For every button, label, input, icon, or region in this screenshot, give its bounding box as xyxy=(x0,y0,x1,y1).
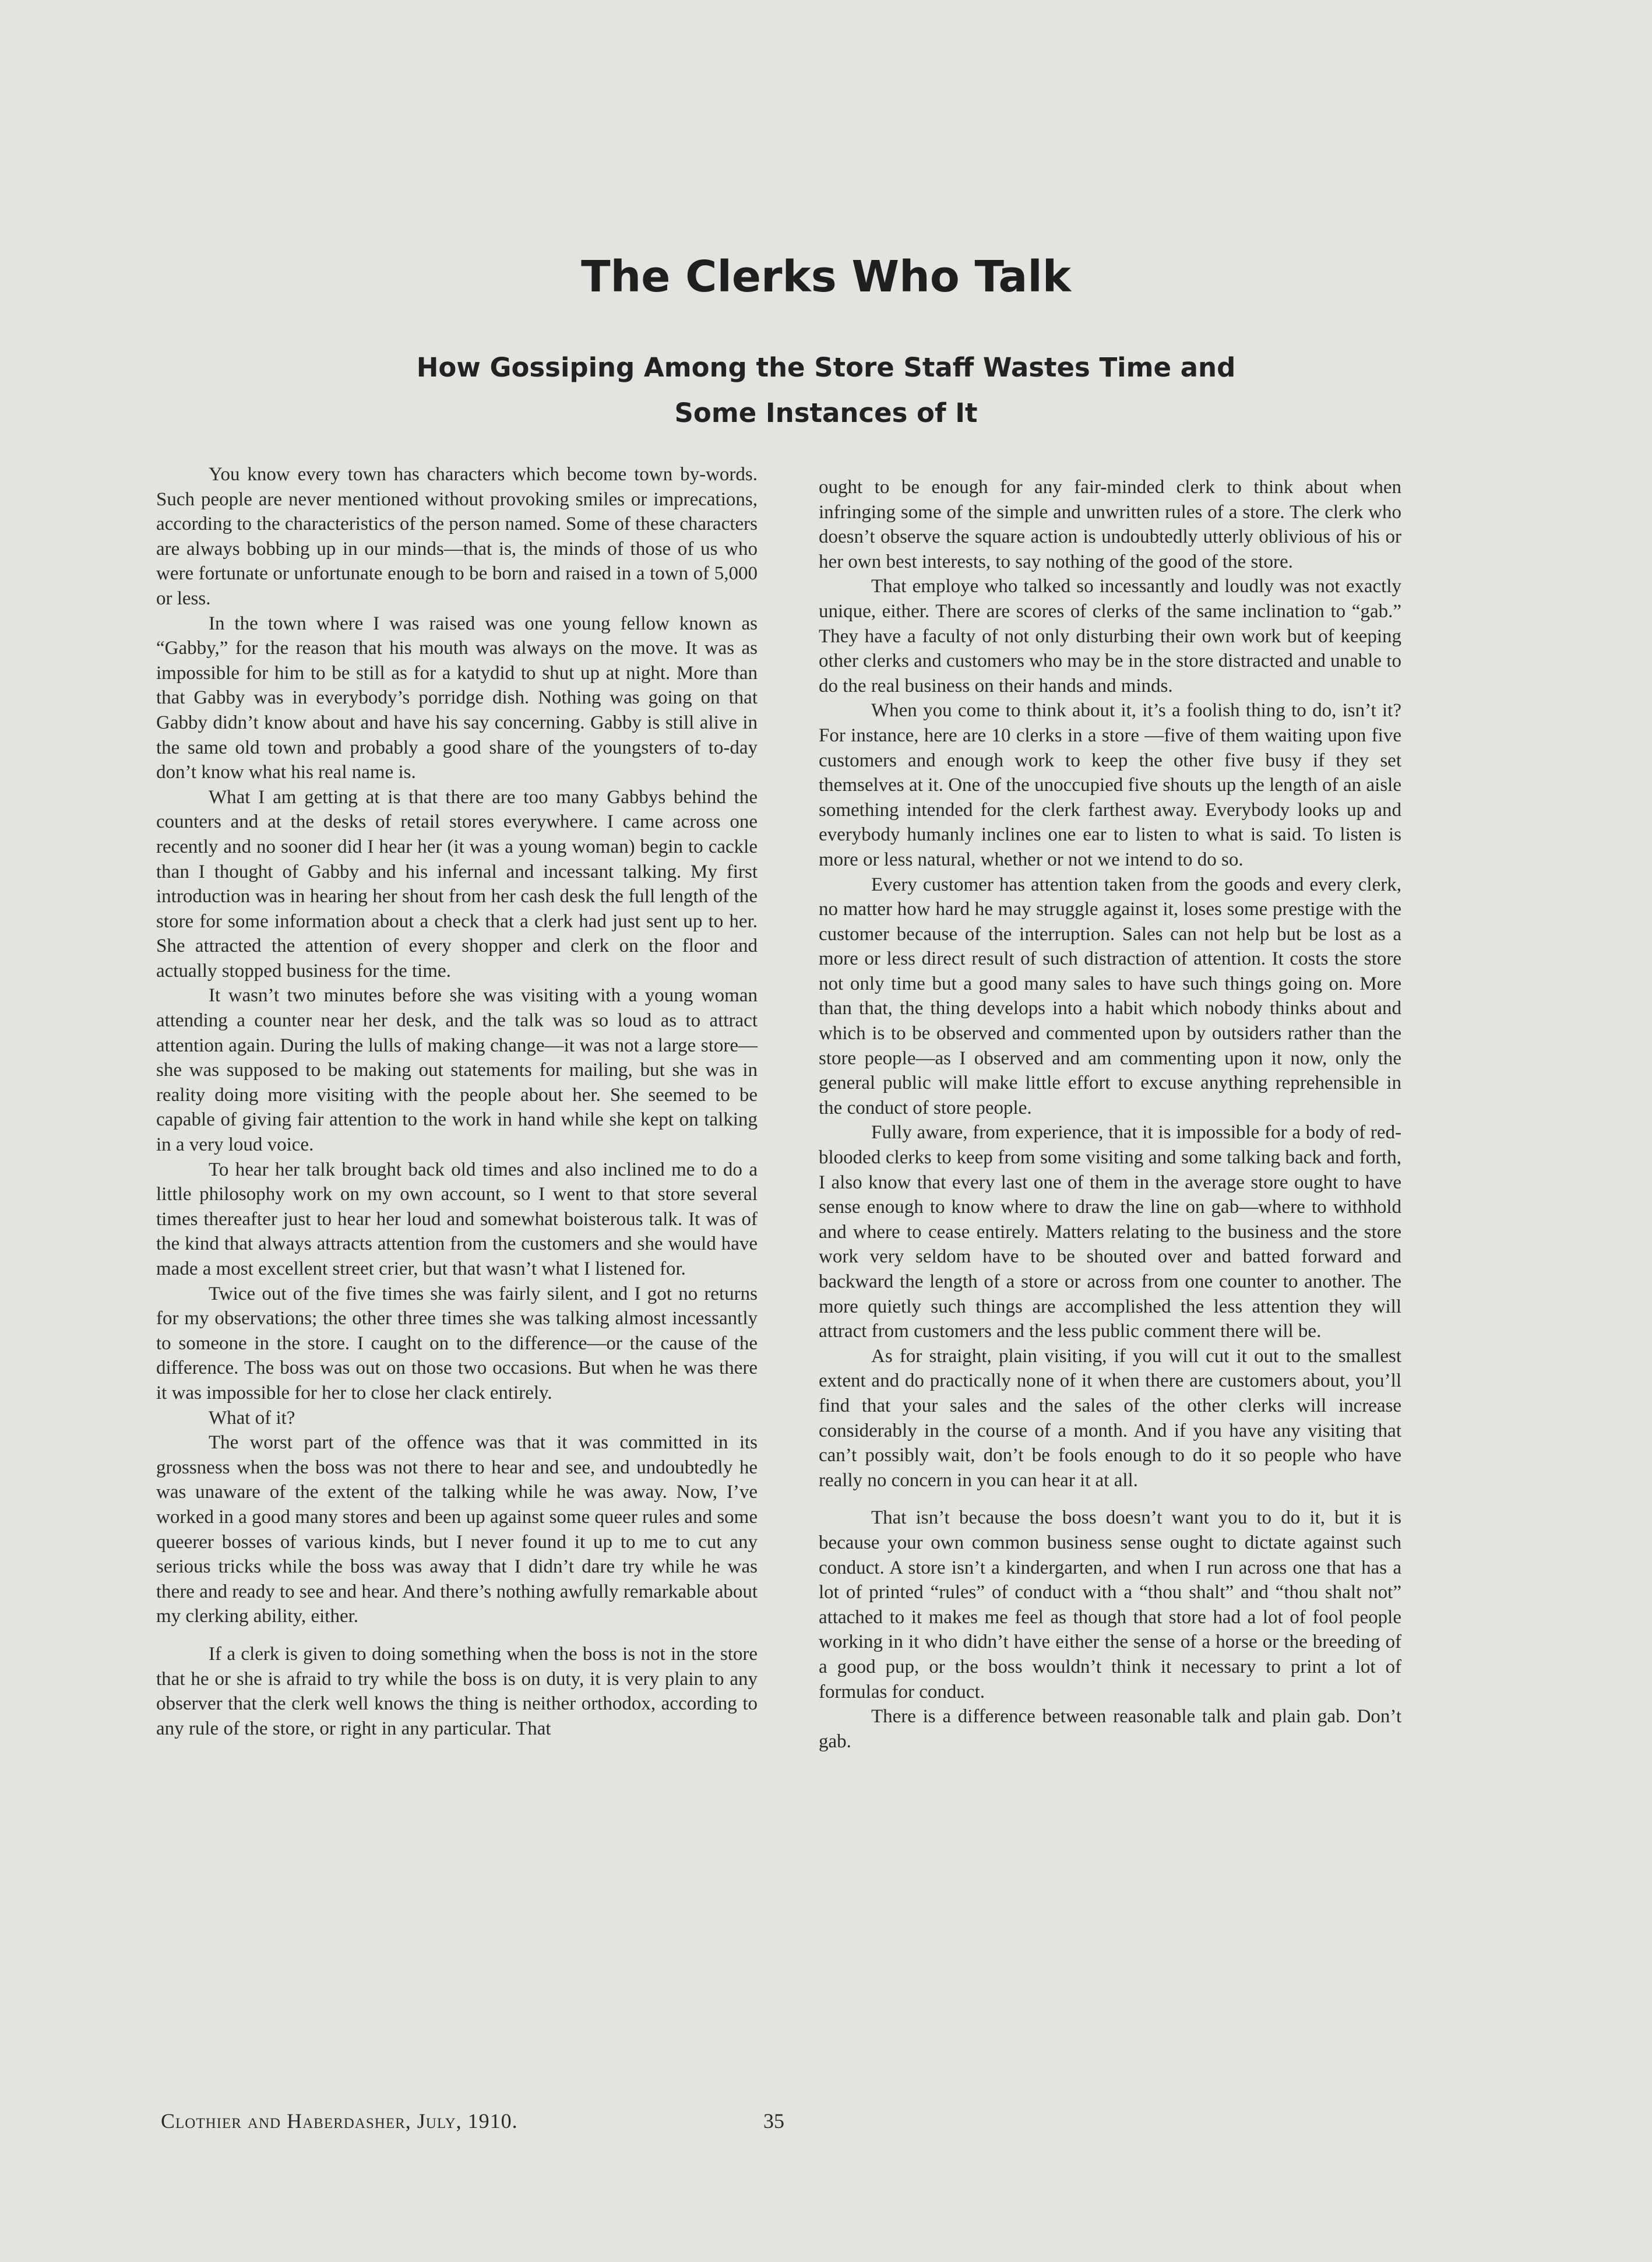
page-number: 35 xyxy=(763,2109,784,2133)
paragraph: When you come to think about it, it’s a foolish thing to do, isn’t it? For instance, here are 10 clerks in a store —five of them waiting upon five customers and enough work to keep the other five busy if they set themselves at it. One of the unoccupied five shouts up the length of an aisle something intended for the clerk farthest away. Everybody looks up and everybody humanly inclines one ear to listen to what is said. To listen is more or less natural, whether or not we intend to do so. xyxy=(819,700,1401,870)
paragraph: Twice out of the five times she was fairly silent, and I got no returns for my observations; the other three times she was talking almost incessantly to someone in the store. I caught on to the difference—or the cause of the difference. The boss was out on those two occasions. But when he was there it was impossible for her to close her clack entirely. xyxy=(156,1283,758,1403)
paragraph: What I am getting at is that there are too many Gabbys behind the counters and at the desks of retail stores everywhere. I came across one recently and no sooner did I hear her (it was a young woman) begin to cackle than I thought of Gabby and his infernal and incessant talking. My first introduction was in hearing her shout from her cash desk the full length of the store for some information about a check that a clerk had just sent up to her. She attracted the attention of every shopper and clerk on the floor and actually stopped business for the time. xyxy=(156,786,758,982)
subtitle-line-2: Some Instances of It xyxy=(674,397,978,428)
paragraph: There is a difference between reasonable talk and plain gab. Don’t gab. xyxy=(819,1706,1401,1752)
paragraph: ought to be enough for any fair-minded clerk to think about when infringing some of the simple and unwritten rules of a store. The clerk who doesn’t observe the square action is undoubtedly utterly oblivious of his or her own best interests, to say nothing of the good of the store. xyxy=(819,477,1401,572)
article-title: The Clerks Who Talk xyxy=(581,252,1071,302)
subtitle-line-1: How Gossiping Among the Store Staff Wastes Time and xyxy=(416,352,1236,383)
article-subtitle xyxy=(0,345,1652,436)
paragraph: Every customer has attention taken from the goods and every clerk, no matter how hard he may struggle against it, loses some prestige with the customer because of the interruption. Sales can not help but be lost as a more or less direct result of such distraction of attention. It costs the store not only time but a good many sales to have such things going on. More than that, the thing develops into a habit which nobody thinks about and which is to be observed and commented upon by outsiders rather than the store people—as I observed and am commenting upon it now, only the general public will make little effort to excuse anything reprehensible in the conduct of store people. xyxy=(819,874,1401,1118)
publication-footer: Clothier and Haberdasher, July, 1910. xyxy=(161,2109,518,2133)
paragraph: Fully aware, from experience, that it is impossible for a body of red-blooded clerks to keep from some visiting and some talking back and forth, I also know that every last one of them in the average store ought to have sense enough to know where to draw the line on gab—where to withhold and where to cease entirely. Matters relating to the business and the store work very seldom have to be shouted over and batted forward and backward the length of a store or across from one counter to another. The more quietly such things are accomplished the less attention they will attract from customers and the less public comment there will be. xyxy=(819,1122,1401,1342)
right-column xyxy=(819,475,1401,1754)
paragraph: As for straight, plain visiting, if you will cut it out to the smallest extent and do practically none of it when there are customers about, you’ll find that your sales and the sales of the other clerks will increase considerably in the course of a month. And if you have any visiting that can’t possibly wait, don’t be fools enough to do it so people who have really no concern in you can hear it at all. xyxy=(819,1345,1401,1491)
paragraph: If a clerk is given to doing something when the boss is not in the store that he or she is afraid to try while the boss is on duty, it is very plain to any observer that the clerk well knows the thing is neither orthodox, according to any rule of the store, or right in any particular. That xyxy=(156,1643,758,1739)
paragraph: In the town where I was raised was one young fellow known as “Gabby,” for the reason that his mouth was always on the move. It was as impossible for him to be still as for a katydid to shut up at night. More than that Gabby was in everybody’s porridge dish. Nothing was going on that Gabby didn’t know about and have his say concerning. Gabby is still alive in the same old town and probably a good share of the youngsters of to-day don’t know what his real name is. xyxy=(156,613,758,783)
paragraph: That isn’t because the boss doesn’t want you to do it, but it is because your own common business sense ought to dictate against such conduct. A store isn’t a kindergarten, and when I run across one that has a lot of printed “rules” of conduct with a “thou shalt” and “thou shalt not” attached to it makes me feel as though that store had a lot of fool people working in it who didn’t have either the sense of a horse or the breeding of a good pup, or the boss wouldn’t think it necessary to print a lot of formulas for conduct. xyxy=(819,1507,1401,1702)
paragraph: That employe who talked so incessantly and loudly was not exactly unique, either. There are scores of clerks of the same inclination to “gab.” They have a faculty of not only disturbing their own work but of keeping other clerks and customers who may be in the store distracted and unable to do the real business on their hands and minds. xyxy=(819,576,1401,696)
paragraph: It wasn’t two minutes before she was visiting with a young woman attending a counter near her desk, and the talk was so loud as to attract attention again. During the lulls of making change—it was not a large store—she was supposed to be making out statements for mailing, but she was in reality doing more visiting with the people about her. She seemed to be capable of giving fair attention to the work in hand while she kept on talking in a very loud voice. xyxy=(156,985,758,1156)
paragraph: What of it? xyxy=(209,1407,295,1429)
left-column xyxy=(156,462,758,1741)
paragraph: You know every town has characters which become town by-words. Such people are never mentioned without provoking smiles or imprecations, according to the characteristics of the person named. Some of these characters are always bobbing up in our minds—that is, the minds of those of us who were fortunate or unfortunate enough to be born and raised in a town of 5,000 or less. xyxy=(156,464,758,609)
paragraph: To hear her talk brought back old times and also inclined me to do a little philosophy work on my own account, so I went to that store several times thereafter just to hear her loud and somewhat boisterous talk. It was of the kind that always attracts attention from the customers and she would have made a most excellent street crier, but that wasn’t what I listened for. xyxy=(156,1159,758,1279)
paragraph: The worst part of the offence was that it was committed in its grossness when the boss was not there to hear and see, and undoubtedly he was unaware of the extent of the talking while he was away. Now, I’ve worked in a good many stores and been up against some queer rules and some queerer bosses of various kinds, but I never found it up to me to cut any serious tricks while the boss was away that I didn’t dare try while he was there and ready to see and hear. And there’s nothing awfully remarkable about my clerking ability, either. xyxy=(156,1432,758,1627)
